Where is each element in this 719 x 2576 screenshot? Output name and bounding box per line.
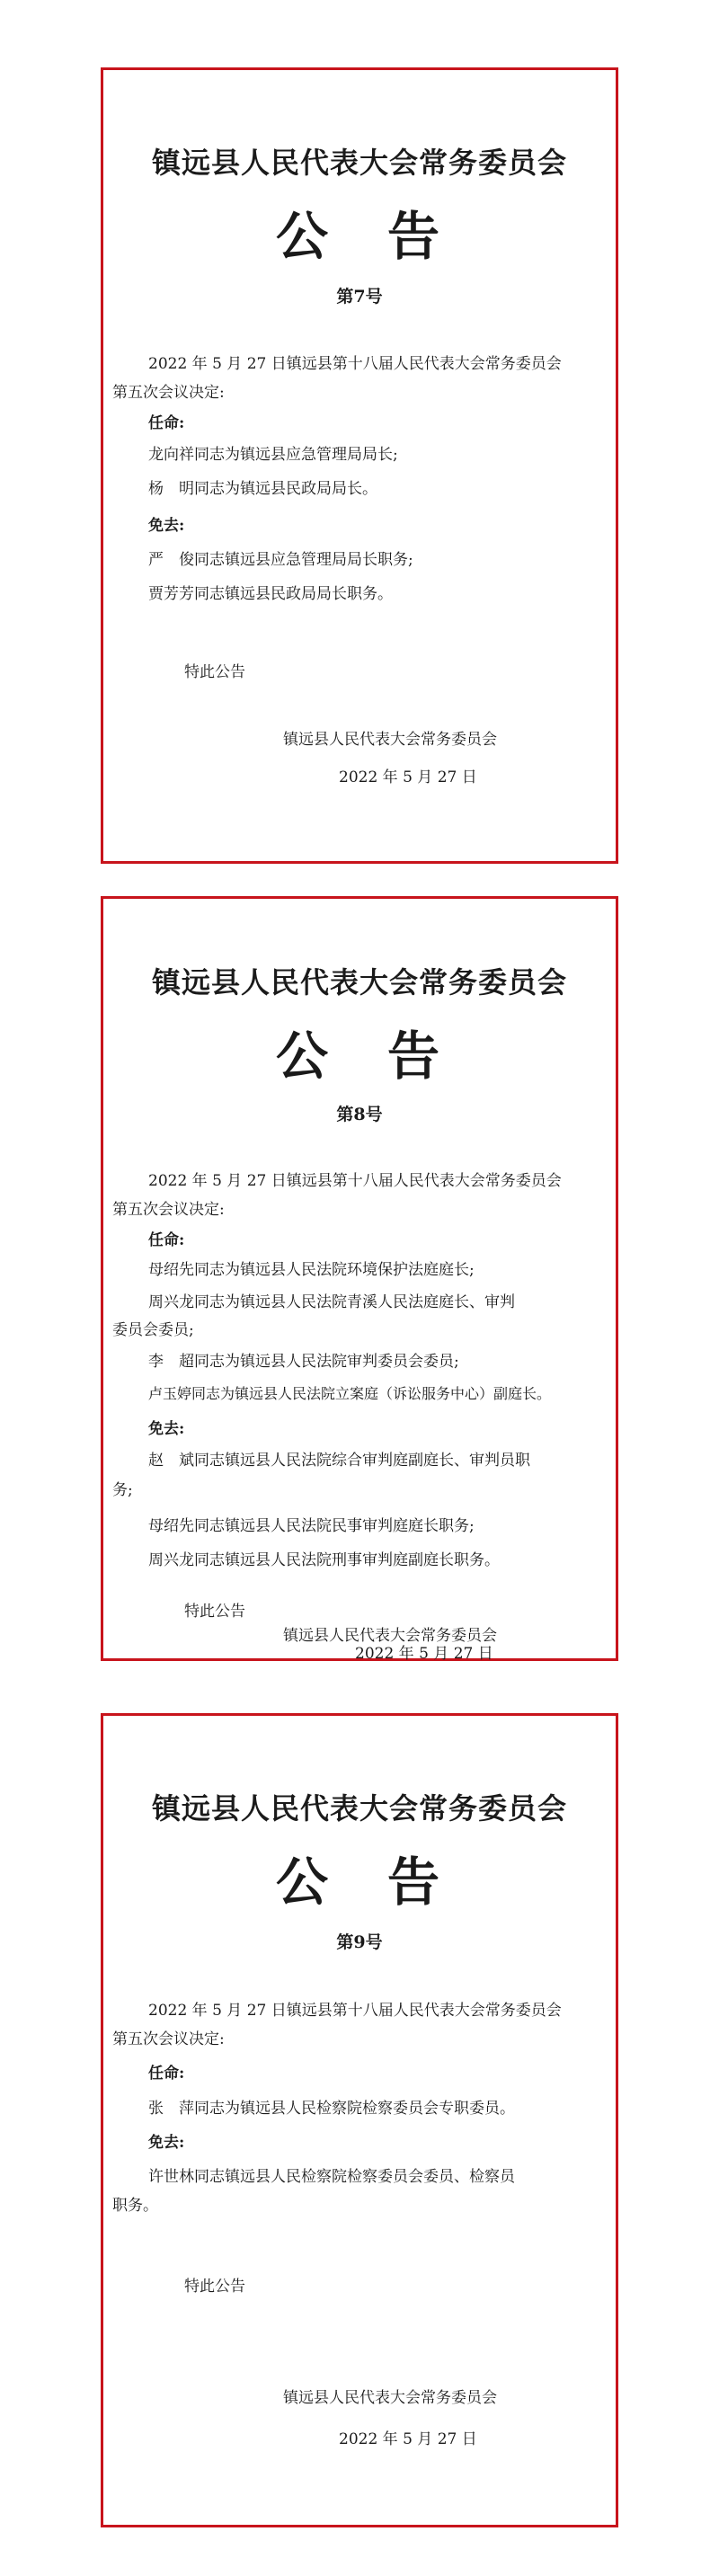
body-line: 周兴龙同志为镇远县人民法院青溪人民法庭庭长、审判: [148, 1293, 515, 1311]
section-label-appoint: 任命:: [148, 2065, 185, 2083]
signature-org: 镇远县人民代表大会常务委员会: [283, 2389, 497, 2407]
body-line: 赵 斌同志镇远县人民法院综合审判庭副庭长、审判员职: [148, 1452, 530, 1470]
signature-date: 2022 年 5 月 27 日: [339, 768, 477, 786]
section-label-appoint: 任命:: [148, 414, 185, 432]
section-label-remove: 免去:: [148, 517, 185, 535]
closing-line: 特此公告: [184, 2278, 245, 2296]
body-line: 母绍先同志为镇远县人民法院环境保护法庭庭长;: [148, 1261, 475, 1279]
notice-heading: 公 告: [275, 206, 443, 267]
body-line: 2022 年 5 月 27 日镇远县第十八届人民代表大会常务委员会: [148, 355, 562, 373]
notice-number: 第7号: [336, 287, 383, 306]
body-line: 李 超同志为镇远县人民法院审判委员会委员;: [148, 1353, 459, 1371]
signature-date: 2022 年 5 月 27 日: [339, 2430, 477, 2448]
signature-org: 镇远县人民代表大会常务委员会: [283, 1627, 497, 1645]
body-line: 第五次会议决定:: [112, 384, 225, 402]
body-line: 第五次会议决定:: [112, 2030, 225, 2048]
notice-7: [101, 67, 618, 864]
section-label-appoint: 任命:: [148, 1231, 185, 1249]
signature-org: 镇远县人民代表大会常务委员会: [283, 731, 497, 749]
closing-line: 特此公告: [184, 663, 245, 681]
body-line: 张 萍同志为镇远县人民检察院检察委员会专职委员。: [148, 2100, 515, 2118]
body-line: 第五次会议决定:: [112, 1201, 225, 1219]
body-line: 贾芳芳同志镇远县民政局局长职务。: [148, 585, 393, 603]
body-line: 2022 年 5 月 27 日镇远县第十八届人民代表大会常务委员会: [148, 2002, 562, 2020]
notice-9: [101, 1713, 618, 2527]
notice-8: [101, 896, 618, 1661]
signature-date: 2022 年 5 月 27 日: [355, 1645, 493, 1663]
section-label-remove: 免去:: [148, 1420, 185, 1438]
section-label-remove: 免去:: [148, 2134, 185, 2152]
body-line: 2022 年 5 月 27 日镇远县第十八届人民代表大会常务委员会: [148, 1172, 562, 1190]
body-line: 杨 明同志为镇远县民政局局长。: [148, 480, 377, 498]
notice-heading: 公 告: [275, 1852, 443, 1913]
body-line: 周兴龙同志镇远县人民法院刑事审判庭副庭长职务。: [148, 1551, 500, 1569]
notice-org-title: 镇远县人民代表大会常务委员会: [151, 146, 567, 180]
notice-number: 第8号: [336, 1105, 383, 1124]
body-line: 委员会委员;: [112, 1321, 194, 1339]
notice-org-title: 镇远县人民代表大会常务委员会: [151, 965, 567, 999]
body-line: 许世林同志镇远县人民检察院检察委员会委员、检察员: [148, 2168, 515, 2186]
notice-number: 第9号: [336, 1932, 383, 1952]
body-line: 职务。: [112, 2197, 158, 2215]
body-line: 卢玉婷同志为镇远县人民法院立案庭（诉讼服务中心）副庭长。: [148, 1385, 552, 1402]
notice-heading: 公 告: [275, 1026, 443, 1087]
body-line: 母绍先同志镇远县人民法院民事审判庭庭长职务;: [148, 1517, 475, 1535]
closing-line: 特此公告: [184, 1603, 245, 1621]
body-line: 务;: [112, 1481, 133, 1499]
body-line: 严 俊同志镇远县应急管理局局长职务;: [148, 551, 413, 569]
body-line: 龙向祥同志为镇远县应急管理局局长;: [148, 446, 398, 464]
notice-org-title: 镇远县人民代表大会常务委员会: [151, 1791, 567, 1825]
